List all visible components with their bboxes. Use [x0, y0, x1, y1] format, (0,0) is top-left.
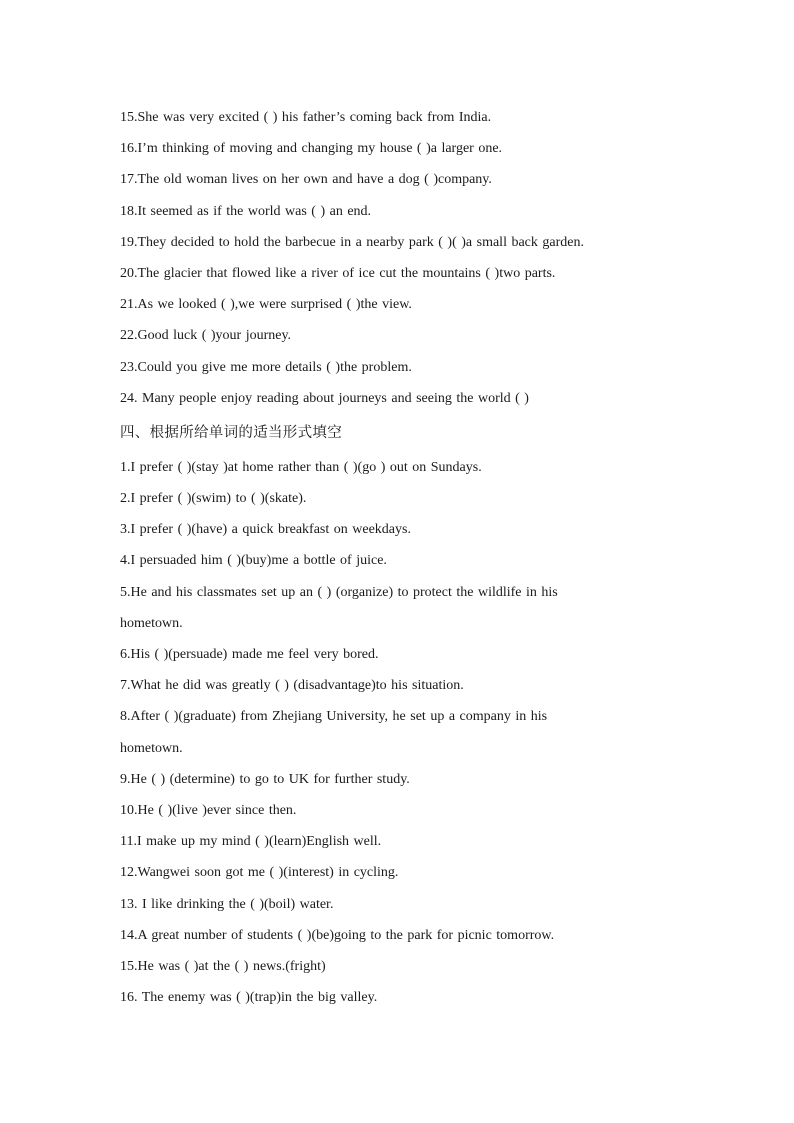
question-item: 2.I prefer ( )(swim) to ( )(skate). [120, 491, 307, 507]
question-item: 6.His ( )(persuade) made me feel very bored. [120, 647, 379, 662]
question-item: 15.He was ( )at the ( ) news.(fright) [120, 958, 326, 974]
question-item: 21.As we looked ( ),we were surprised ( )the view. [120, 297, 412, 313]
question-item: 19.They decided to hold the barbecue in a nearby park ( )( )a small back garden. [120, 234, 584, 250]
question-item: 5.He and his classmates set up an ( ) (organize) to protect the wildlife in his [120, 584, 558, 600]
section-heading: 四、根据所给单词的适当形式填空 [120, 424, 342, 441]
question-item: 13. I like drinking the ( )(boil) water. [120, 896, 334, 912]
question-item-continuation: hometown. [120, 615, 183, 631]
question-item: 24. Many people enjoy reading about journeys and seeing the world ( ) [120, 390, 529, 406]
question-item: 15.She was very excited ( ) his father’s coming back from India. [120, 110, 492, 125]
worksheet-page [120, 102, 680, 1013]
question-item: 18.It seemed as if the world was ( ) an end. [120, 203, 372, 219]
question-item: 22.Good luck ( )your journey. [120, 328, 292, 344]
question-item: 8.After ( )(graduate) from Zhejiang University, he set up a company in his [120, 709, 548, 725]
question-item: 12.Wangwei soon got me ( )(interest) in cycling. [120, 865, 399, 881]
question-item: 14.A great number of students ( )(be)going to the park for picnic tomorrow. [120, 927, 555, 943]
question-item: 23.Could you give me more details ( )the problem. [120, 359, 412, 375]
question-item-continuation: hometown. [120, 740, 183, 756]
question-item: 16.I’m thinking of moving and changing my house ( )a larger one. [120, 141, 503, 157]
question-item: 4.I persuaded him ( )(buy)me a bottle of juice. [120, 553, 387, 569]
question-item: 11.I make up my mind ( )(learn)English well. [120, 834, 382, 850]
exercise-part4 [120, 452, 680, 1013]
question-item: 16. The enemy was ( )(trap)in the big valley. [120, 990, 378, 1006]
question-item: 7.What he did was greatly ( ) (disadvantage)to his situation. [120, 678, 464, 694]
question-item: 1.I prefer ( )(stay )at home rather than ( )(go ) out on Sundays. [120, 459, 482, 475]
question-item: 10.He ( )(live )ever since then. [120, 802, 297, 818]
question-item: 9.He ( ) (determine) to go to UK for further study. [120, 771, 410, 787]
exercise-part3 [120, 102, 680, 414]
question-item: 3.I prefer ( )(have) a quick breakfast on weekdays. [120, 522, 411, 538]
question-item: 17.The old woman lives on her own and have a dog ( )company. [120, 172, 492, 188]
question-item: 20.The glacier that flowed like a river of ice cut the mountains ( )two parts. [120, 265, 556, 281]
